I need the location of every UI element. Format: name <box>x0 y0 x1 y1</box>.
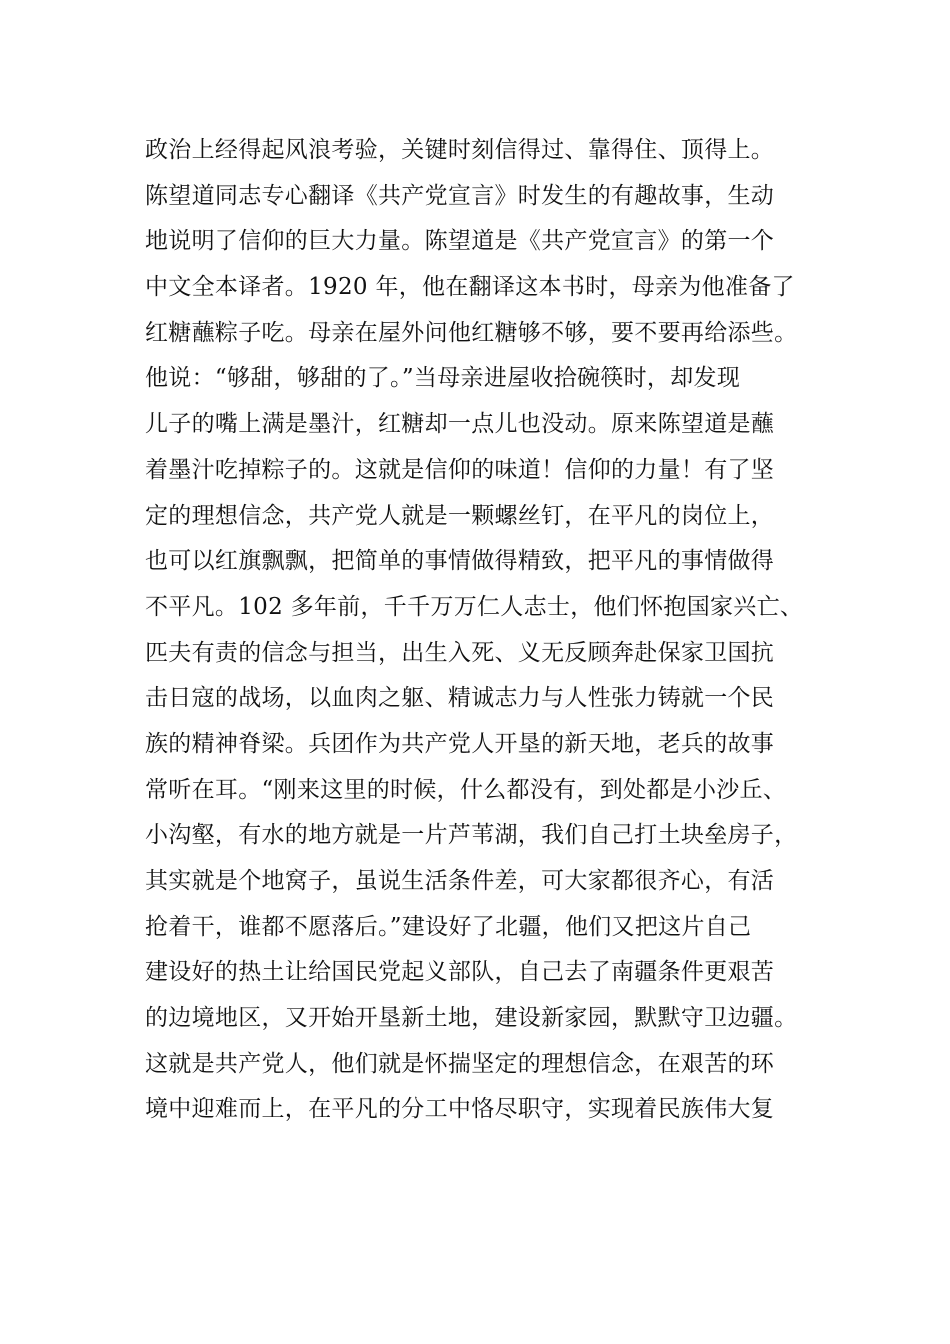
text-line: 儿子的嘴上满是墨汁，红糖却一点儿也没动。原来陈望道是蘸 <box>145 411 775 438</box>
text-line: 地说明了信仰的巨大力量。陈望道是《共产党宣言》的第一个 <box>145 228 775 255</box>
text-line: 匹夫有责的信念与担当，出生入死、义无反顾奔赴保家卫国抗 <box>145 639 775 666</box>
text-line: 定的理想信念，共产党人就是一颗螺丝钉，在平凡的岗位上， <box>145 502 775 529</box>
text-line: 着墨汁吃掉粽子的。这就是信仰的味道！信仰的力量！有了坚 <box>145 456 775 483</box>
text-line: 红糖蘸粽子吃。母亲在屋外问他红糖够不够，要不要再给添些。 <box>145 319 798 346</box>
text-line: 小沟壑，有水的地方就是一片芦苇湖，我们自己打土块垒房子， <box>145 822 798 849</box>
text-line: 常听在耳。“刚来这里的时候，什么都没有，到处都是小沙丘、 <box>145 776 787 803</box>
text-line: 中文全本译者。1920 年，他在翻译这本书时，母亲为他准备了 <box>145 274 795 301</box>
text-line: 击日寇的战场，以血肉之躯、精诚志力与人性张力铸就一个民 <box>145 685 775 712</box>
text-line: 建设好的热土让给国民党起义部队，自己去了南疆条件更艰苦 <box>145 959 775 986</box>
text-line: 这就是共产党人，他们就是怀揣坚定的理想信念，在艰苦的环 <box>145 1050 775 1077</box>
text-line: 他说：“够甜，够甜的了。”当母亲进屋收拾碗筷时，却发现 <box>145 365 741 392</box>
text-line: 陈望道同志专心翻译《共产党宣言》时发生的有趣故事，生动 <box>145 182 775 209</box>
body-text <box>145 128 825 1133</box>
text-line: 不平凡。102 多年前，千千万万仁人志士，他们怀抱国家兴亡、 <box>145 593 804 620</box>
text-line: 其实就是个地窝子，虽说生活条件差，可大家都很齐心，有活 <box>145 868 775 894</box>
text-line: 政治上经得起风浪考验，关键时刻信得过、靠得住、顶得上。 <box>145 137 775 163</box>
text-line: 境中迎难而上，在平凡的分工中恪尽职守，实现着民族伟大复 <box>145 1096 775 1123</box>
text-line: 族的精神脊梁。兵团作为共产党人开垦的新天地，老兵的故事 <box>145 730 775 757</box>
text-line: 抢着干，谁都不愿落后。”建设好了北疆，他们又把这片自己 <box>145 913 752 940</box>
text-line: 的边境地区，又开始开垦新土地，建设新家园，默默守卫边疆。 <box>145 1005 798 1032</box>
text-line: 也可以红旗飘飘，把简单的事情做得精致，把平凡的事情做得 <box>145 548 775 575</box>
